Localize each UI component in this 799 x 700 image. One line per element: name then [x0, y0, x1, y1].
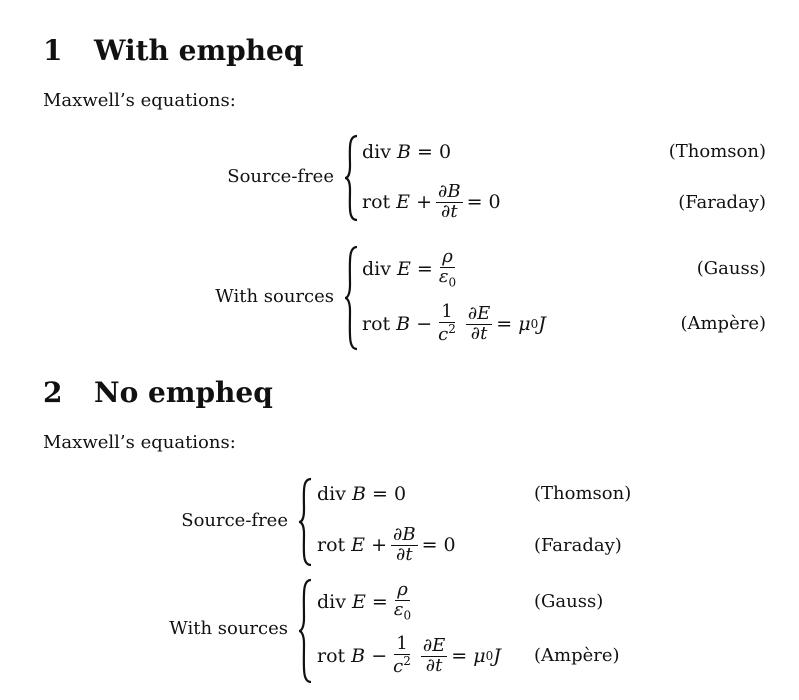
- section-2-title: No empheq: [94, 376, 273, 409]
- group-label-with-sources: With sources: [215, 286, 334, 307]
- fraction-1-c2: $\frac{1}{c^2}$: [393, 633, 411, 677]
- fraction-dB-dt: $\frac{\partial B}{\partial t}$: [393, 523, 416, 565]
- equation-faraday: rot E + $\frac{\partial B}{\partial t}$ = 0: [317, 523, 456, 565]
- section-2-intro: Maxwell’s equations:: [43, 432, 236, 453]
- left-brace: [343, 134, 359, 222]
- tag-thomson: (Thomson): [668, 141, 766, 162]
- group-label-with-sources: With sources: [169, 618, 288, 639]
- tag-ampere: (Ampère): [534, 645, 620, 666]
- left-brace: [297, 477, 313, 567]
- equation-thomson: div B = 0: [317, 483, 407, 505]
- section-1-number: 1: [43, 34, 63, 67]
- section-2-number: 2: [43, 376, 63, 409]
- equation-ampere: rot B − $\frac{1}{c^2}$ $\frac{\partial E}{\partial t}$ = μ 0 J: [362, 301, 546, 345]
- equation-gauss: div E = $\frac{\rho}{\varepsilon_0}$: [362, 246, 457, 290]
- equation-gauss: div E = $\frac{\rho}{\varepsilon_0}$: [317, 579, 412, 623]
- fraction-1-c2: $\frac{1}{c^2}$: [438, 301, 456, 345]
- group-label-source-free: Source-free: [181, 510, 288, 531]
- tag-thomson: (Thomson): [534, 483, 632, 504]
- fraction-rho-eps0: $\frac{\rho}{\varepsilon_0}$: [393, 579, 412, 623]
- equation-ampere: rot B − $\frac{1}{c^2}$ $\frac{\partial E}{\partial t}$ = μ 0 J: [317, 633, 501, 677]
- tag-ampere: (Ampère): [680, 313, 766, 334]
- fraction-dE-dt: $\frac{\partial E}{\partial t}$: [467, 302, 491, 344]
- tag-faraday: (Faraday): [534, 535, 622, 556]
- left-brace: [297, 578, 313, 684]
- group-label-source-free: Source-free: [227, 166, 334, 187]
- fraction-rho-eps0: $\frac{\rho}{\varepsilon_0}$: [438, 246, 457, 290]
- section-1-title: With empheq: [94, 34, 304, 67]
- equation-thomson: div B = 0: [362, 141, 452, 163]
- section-1-intro: Maxwell’s equations:: [43, 90, 236, 111]
- equation-faraday: rot E + $\frac{\partial B}{\partial t}$ = 0: [362, 180, 501, 222]
- left-brace: [343, 245, 359, 351]
- tag-gauss: (Gauss): [534, 591, 604, 612]
- tag-gauss: (Gauss): [696, 258, 766, 279]
- fraction-dB-dt: $\frac{\partial B}{\partial t}$: [438, 180, 461, 222]
- tag-faraday: (Faraday): [678, 192, 766, 213]
- fraction-dE-dt: $\frac{\partial E}{\partial t}$: [422, 634, 446, 676]
